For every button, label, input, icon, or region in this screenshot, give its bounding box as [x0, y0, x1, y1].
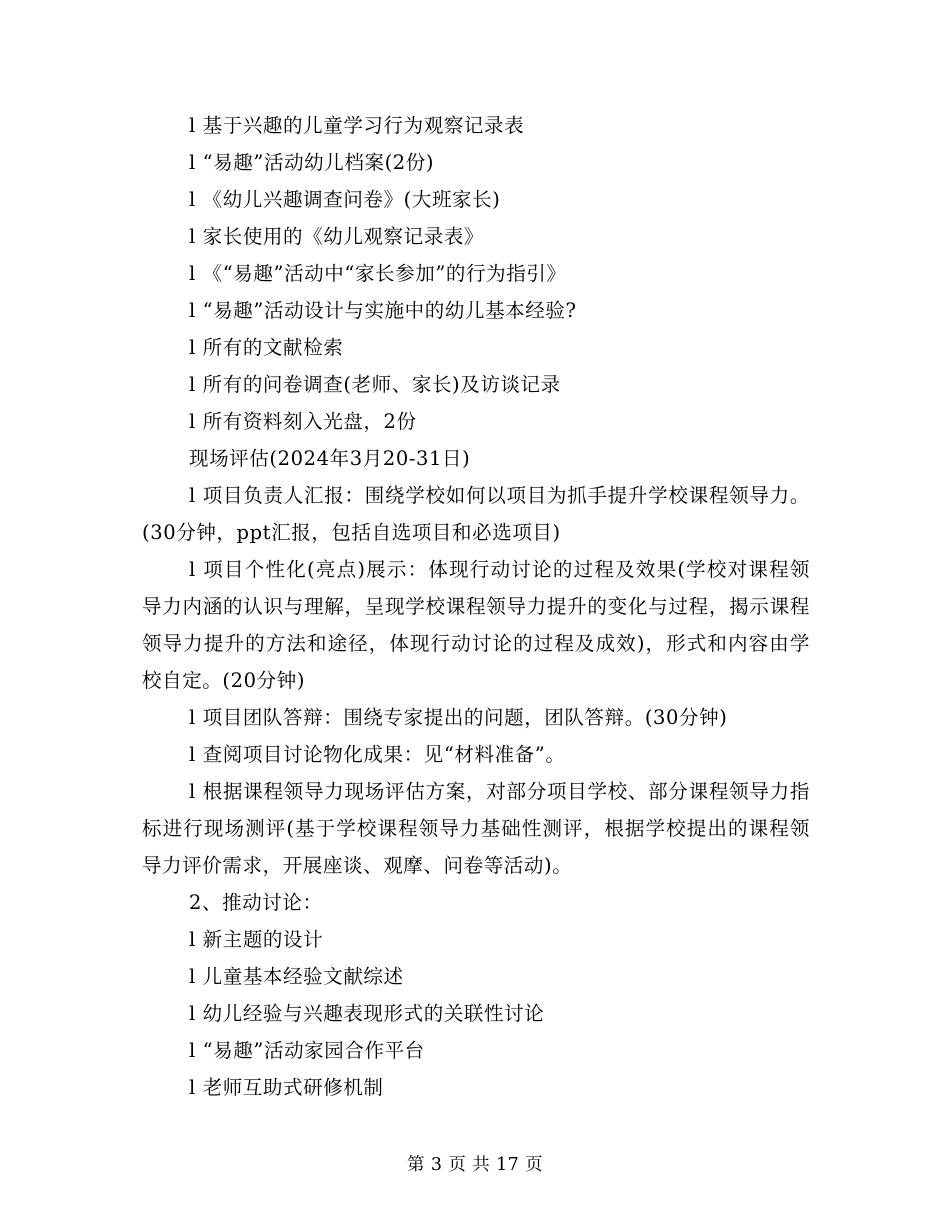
- list-item-literature-search: l 所有的文献检索: [189, 336, 344, 359]
- list-item-onsite-assessment: l 根据课程领导力现场评估方案，对部分项目学校、部分课程领导力指标进行现场测评(基于学校课程领导力基础性测评，根据学校提出的课程领导力评价需求，开展座谈、观摩、问卷等活动)。: [142, 780, 810, 877]
- list-item-correlation-discussion: l 幼儿经验与兴趣表现形式的关联性讨论: [189, 1002, 545, 1025]
- document-body: [142, 107, 810, 1106]
- list-item-new-theme-design: l 新主题的设计: [189, 928, 324, 951]
- section-heading-onsite-evaluation: 现场评估(2024年3月20-31日): [189, 447, 471, 470]
- list-item-parent-guidelines: l 《“易趣”活动中“家长参加”的行为指引》: [189, 262, 567, 285]
- list-item-basic-experience: l “易趣”活动设计与实施中的幼儿基本经验?: [189, 299, 577, 322]
- list-item-team-defense: l 项目团队答辩：围绕专家提出的问题，团队答辩。(30分钟): [189, 706, 728, 729]
- list-item-observation-form: l 基于兴趣的儿童学习行为观察记录表: [189, 114, 525, 137]
- section-heading-promote-discussion: 2、推动讨论：: [189, 891, 323, 914]
- list-item-leader-report: l 项目负责人汇报：围绕学校如何以项目为抓手提升学校课程领导力。(30分钟，ppt汇报，包括自选项目和必选项目): [142, 484, 810, 544]
- page-number-footer: 第 3 页 共 17 页: [406, 1155, 543, 1175]
- list-item-teacher-training: l 老师互助式研修机制: [189, 1076, 384, 1099]
- list-item-interest-survey: l 《幼儿兴趣调查问卷》(大班家长): [189, 188, 501, 211]
- list-item-literature-review: l 儿童基本经验文献综述: [189, 965, 404, 988]
- list-item-cd-archive: l 所有资料刻入光盘，2份: [189, 410, 417, 433]
- list-item-highlight-showcase: l 项目个性化(亮点)展示：体现行动讨论的过程及效果(学校对课程领导力内涵的认识与理解，呈现学校课程领导力提升的变化与过程，揭示课程领导力提升的方法和途径，体现行动讨论的过程及成效)，形式和内容由学校自定。(20分钟): [142, 558, 810, 692]
- list-item-review-results: l 查阅项目讨论物化成果：见“材料准备”。: [189, 743, 566, 766]
- list-item-home-school-platform: l “易趣”活动家园合作平台: [189, 1039, 425, 1062]
- list-item-questionnaires: l 所有的问卷调查(老师、家长)及访谈记录: [189, 373, 561, 396]
- list-item-parent-observation-form: l 家长使用的《幼儿观察记录表》: [189, 225, 485, 248]
- list-item-child-archive: l “易趣”活动幼儿档案(2份): [189, 151, 435, 174]
